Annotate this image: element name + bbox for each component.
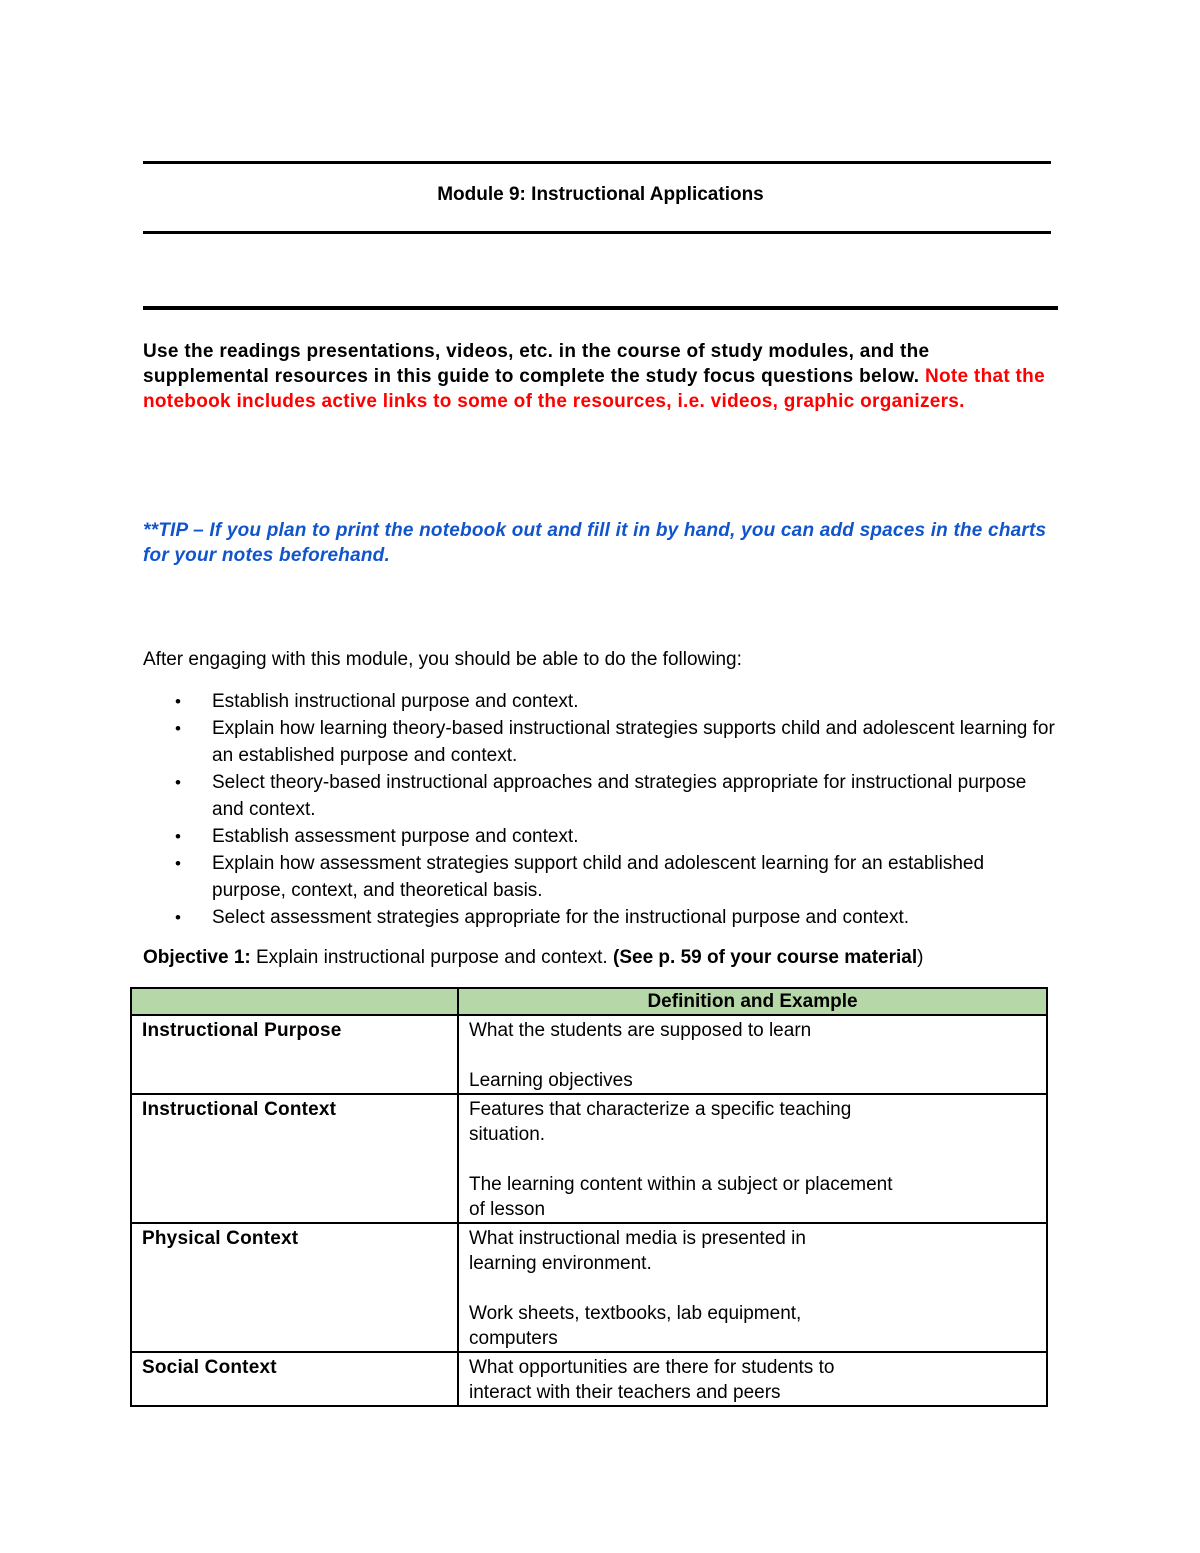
bullet-icon: • <box>175 854 181 873</box>
table-header-row <box>131 988 1047 1015</box>
intro-note-text: Note that the notebook includes active links to some of the resources, i.e. videos, graphic organizers. <box>143 366 1045 412</box>
table-row <box>131 1015 1047 1094</box>
intro-main-text: Use the readings presentations, videos, etc. in the course of study modules, and the supplemental resources in this guide to complete the study focus questions below. <box>143 341 930 387</box>
term-cell: Instructional Purpose <box>131 1015 458 1094</box>
tip-paragraph: **TIP – If you plan to print the notebook out and fill it in by hand, you can add spaces in the charts for your notes beforehand. <box>143 520 1047 566</box>
table-row <box>131 1352 1047 1406</box>
list-item: • Explain how assessment strategies support child and adolescent learning for an established purpose, context, and theoretical basis. <box>143 850 1002 904</box>
bullet-icon: • <box>175 908 181 927</box>
objective-label: Objective 1: <box>143 947 251 968</box>
section-divider <box>143 306 1058 310</box>
bullet-icon: • <box>175 827 181 846</box>
term-cell: Instructional Context <box>131 1094 458 1223</box>
term-cell: Social Context <box>131 1352 458 1406</box>
list-item: • Establish assessment purpose and context. <box>143 823 1055 850</box>
header-cell-term <box>131 988 458 1015</box>
objective-reference: (See p. 59 of your course material <box>613 947 918 968</box>
definition-cell: Features that characterize a specific teaching situation. The learning content within a subject or placement of lesson <box>458 1094 1047 1223</box>
top-rule <box>143 161 1051 164</box>
table-row <box>131 1223 1047 1352</box>
table-row <box>131 1094 1047 1223</box>
definition-cell: What the students are supposed to learn Learning objectives <box>458 1015 1047 1094</box>
list-item: • Establish instructional purpose and context. <box>143 688 1055 715</box>
bullet-icon: • <box>175 719 181 738</box>
definition-table <box>130 987 1048 1407</box>
objective-text: Explain instructional purpose and context. <box>250 947 613 968</box>
objective-close: ) <box>917 947 924 968</box>
bullet-icon: • <box>175 692 181 711</box>
list-item: • Select assessment strategies appropriate for the instructional purpose and context. <box>143 904 1055 931</box>
term-cell: Physical Context <box>131 1223 458 1352</box>
intro-paragraph <box>143 339 1058 414</box>
bullet-icon: • <box>175 773 181 792</box>
objective-1 <box>143 945 923 970</box>
title-underline <box>143 231 1051 234</box>
objectives-list <box>143 688 1073 931</box>
definition-cell: What opportunities are there for students to interact with their teachers and peers <box>458 1352 1047 1406</box>
objectives-lead: After engaging with this module, you should be able to do the following: <box>143 649 742 670</box>
list-item: • Select theory-based instructional approaches and strategies appropriate for instructional purpose and context. <box>143 769 1055 823</box>
page-title: Module 9: Instructional Applications <box>437 184 764 205</box>
list-item: • Explain how learning theory-based instructional strategies supports child and adolescent learning for an established purpose and context. <box>143 715 1055 769</box>
header-cell-definition: Definition and Example <box>458 988 1047 1015</box>
definition-cell: What instructional media is presented in learning environment. Work sheets, textbooks, lab equipment, computers <box>458 1223 1047 1352</box>
